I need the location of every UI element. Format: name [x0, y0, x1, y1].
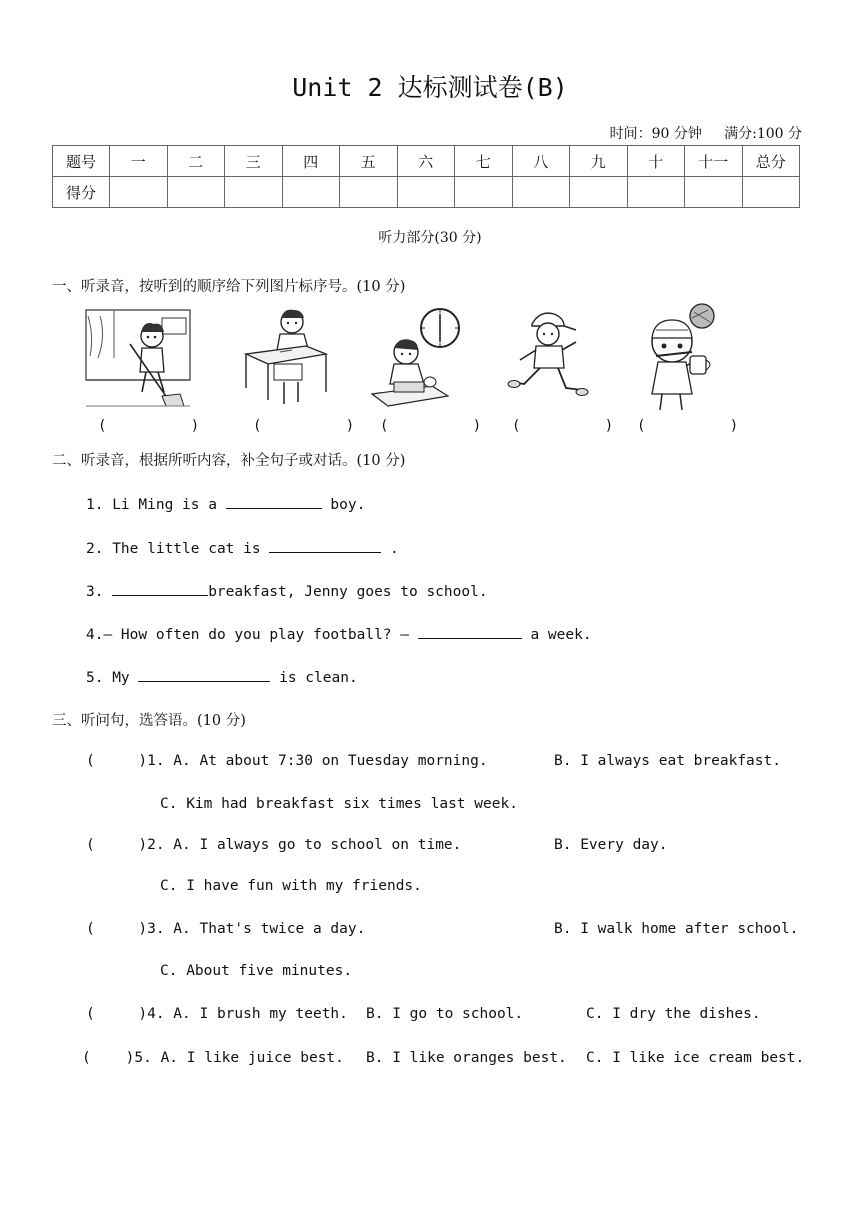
fill-item-2 [86, 538, 399, 557]
table-cell: 得分 [53, 177, 110, 208]
fill-text: is clean. [270, 670, 358, 686]
table-cell: 六 [397, 146, 455, 177]
score-input-cell[interactable] [167, 177, 225, 208]
score-input-cell[interactable] [742, 177, 800, 208]
answer-paren[interactable]: ( ) [253, 418, 355, 434]
answer-blank[interactable] [226, 494, 322, 509]
fill-item-1 [86, 494, 365, 513]
option-b: B. I walk home after school. [554, 921, 799, 937]
table-row [53, 177, 800, 208]
table-cell: 七 [455, 146, 513, 177]
option-c: C. I have fun with my friends. [160, 878, 422, 894]
question-2: ( )2. A. I always go to school on time. [86, 837, 462, 853]
option-b: B. Every day. [554, 837, 668, 853]
table-row [53, 146, 800, 177]
fill-text: 5. My [86, 670, 139, 686]
fill-text: 3. [86, 584, 113, 600]
score-input-cell[interactable] [685, 177, 743, 208]
fill-item-4 [86, 624, 592, 643]
table-cell: 三 [225, 146, 283, 177]
time-limit: 时间：90 分钟 [609, 126, 702, 142]
score-input-cell[interactable] [282, 177, 340, 208]
fill-text: breakfast, Jenny goes to school. [208, 584, 488, 600]
fill-text: boy. [321, 497, 366, 513]
section2-heading: 二、听录音，根据所听内容，补全句子或对话。(10 分) [52, 453, 406, 469]
table-cell: 九 [570, 146, 628, 177]
score-table [52, 145, 800, 208]
writing-boy-icon [240, 302, 332, 412]
full-score: 满分:100 分 [724, 126, 802, 142]
score-input-cell[interactable] [110, 177, 168, 208]
option-c: C. I like ice cream best. [586, 1050, 805, 1066]
brushing-girl-icon [630, 302, 726, 412]
fill-item-3 [86, 581, 488, 600]
question-5: ( )5. A. I like juice best. [82, 1050, 344, 1066]
table-cell: 二 [167, 146, 225, 177]
listening-header: 听力部分(30 分) [378, 230, 482, 246]
option-c: C. I dry the dishes. [586, 1006, 761, 1022]
answer-paren[interactable]: ( ) [512, 418, 614, 434]
fill-text: 2. The little cat is [86, 541, 270, 557]
table-cell: 五 [340, 146, 398, 177]
option-c: C. About five minutes. [160, 963, 353, 979]
answer-paren[interactable]: ( ) [380, 418, 482, 434]
eating-boy-clock-icon [368, 306, 464, 412]
page-title: Unit 2 达标测试卷(B) [292, 73, 568, 102]
answer-blank[interactable] [269, 538, 381, 553]
table-cell: 十一 [685, 146, 743, 177]
exam-meta [610, 123, 802, 143]
score-input-cell[interactable] [570, 177, 628, 208]
table-cell: 一 [110, 146, 168, 177]
option-c: C. Kim had breakfast six times last week. [160, 796, 518, 812]
score-input-cell[interactable] [627, 177, 685, 208]
answer-blank[interactable] [138, 667, 270, 682]
sweeping-boy-icon [84, 306, 194, 412]
answer-paren[interactable]: ( ) [637, 418, 739, 434]
score-input-cell[interactable] [340, 177, 398, 208]
score-input-cell[interactable] [455, 177, 513, 208]
option-b: B. I like oranges best. [366, 1050, 567, 1066]
question-1: ( )1. A. At about 7:30 on Tuesday morning. [86, 753, 488, 769]
answer-blank[interactable] [112, 581, 208, 596]
running-boy-icon [506, 308, 594, 412]
table-cell: 八 [512, 146, 570, 177]
score-input-cell[interactable] [512, 177, 570, 208]
table-cell: 十 [627, 146, 685, 177]
score-input-cell[interactable] [397, 177, 455, 208]
fill-text: 4.— How often do you play football? — [86, 627, 418, 643]
option-b: B. I always eat breakfast. [554, 753, 781, 769]
score-input-cell[interactable] [225, 177, 283, 208]
fill-text: 1. Li Ming is a [86, 497, 226, 513]
answer-blank[interactable] [418, 624, 522, 639]
option-b: B. I go to school. [366, 1006, 524, 1022]
question-4: ( )4. A. I brush my teeth. [86, 1006, 348, 1022]
fill-text: a week. [521, 627, 592, 643]
table-cell: 题号 [53, 146, 110, 177]
table-cell: 四 [282, 146, 340, 177]
section1-heading: 一、听录音，按听到的顺序给下列图片标序号。(10 分) [52, 279, 406, 295]
section3-heading: 三、听问句，选答语。(10 分) [52, 713, 246, 729]
answer-paren[interactable]: ( ) [98, 418, 200, 434]
fill-text: . [381, 541, 399, 557]
question-3: ( )3. A. That's twice a day. [86, 921, 366, 937]
table-cell: 总分 [742, 146, 800, 177]
fill-item-5 [86, 667, 358, 686]
